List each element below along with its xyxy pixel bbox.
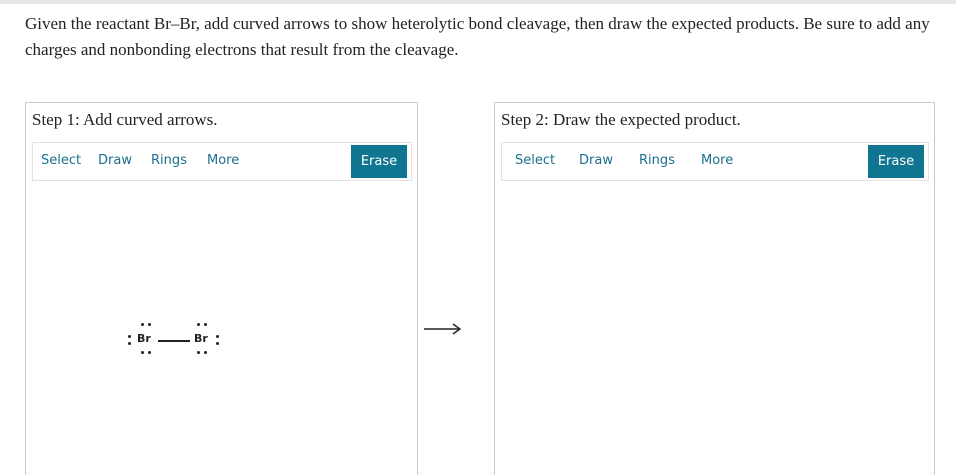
question-text: Given the reactant Br–Br, add curved arrows to show heterolytic bond cleavage, then draw the expected products. Be sure to add any charges and nonbonding electrons that result from the cleavage.: [25, 14, 930, 59]
step1-title: Step 1: Add curved arrows.: [32, 110, 218, 129]
step1-panel: [25, 102, 418, 475]
atom-br-right[interactable]: Br: [194, 332, 208, 345]
lone-pair-bottom-left: [141, 351, 151, 354]
step2-more-tool[interactable]: More: [701, 153, 734, 168]
top-divider: [0, 0, 956, 4]
step1-select-tool[interactable]: Select: [41, 153, 82, 168]
step2-rings-tool[interactable]: Rings: [639, 153, 675, 168]
lone-pair-top-left: [141, 323, 151, 326]
br2-molecule[interactable]: [128, 323, 228, 363]
step2-title: Step 2: Draw the expected product.: [501, 110, 741, 129]
lone-pair-right: [216, 335, 219, 345]
step1-more-tool[interactable]: More: [207, 153, 240, 168]
step1-toolbar: [32, 142, 412, 181]
lone-pair-top-right: [197, 323, 207, 326]
lone-pair-bottom-right: [197, 351, 207, 354]
step1-drawing-canvas[interactable]: [32, 185, 411, 475]
step1-rings-tool[interactable]: Rings: [151, 153, 187, 168]
step2-erase-button[interactable]: Erase: [868, 145, 924, 178]
step1-erase-button[interactable]: Erase: [351, 145, 407, 178]
step1-draw-tool[interactable]: Draw: [98, 153, 132, 168]
step2-select-tool[interactable]: Select: [515, 153, 556, 168]
step2-panel: [494, 102, 935, 475]
br-br-bond[interactable]: [158, 340, 190, 342]
step2-drawing-canvas[interactable]: [501, 185, 928, 475]
step2-draw-tool[interactable]: Draw: [579, 153, 613, 168]
lone-pair-left: [128, 335, 131, 345]
right-arrow-icon: [423, 322, 463, 341]
step2-toolbar: [501, 142, 929, 181]
atom-br-left[interactable]: Br: [137, 332, 151, 345]
